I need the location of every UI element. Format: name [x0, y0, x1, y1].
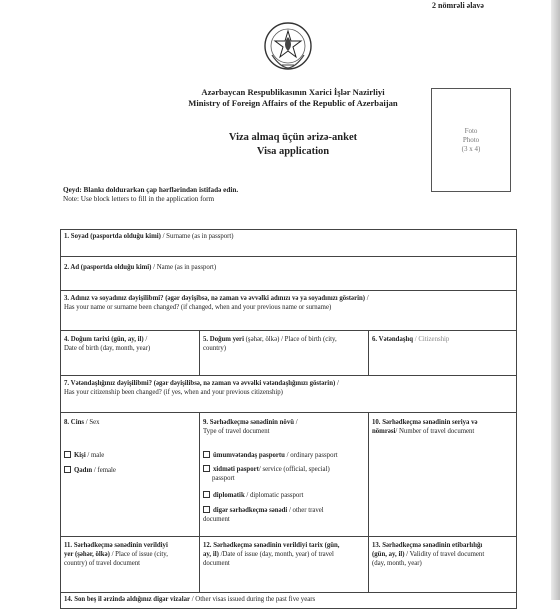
checkbox-other-document[interactable]	[203, 506, 210, 513]
form-title-en: Visa application	[256, 146, 330, 157]
photo-box[interactable]	[431, 88, 511, 192]
ministry-name-az: Azərbaycan Respublikasının Xarici İşlər Nazirliyi	[201, 87, 385, 97]
field-surname[interactable]: 1. Soyad (pasportda olduğu kimi) / Surname (as in passport)	[64, 233, 234, 240]
checkbox-diplomatic[interactable]	[203, 491, 210, 498]
checkbox-ordinary-passport[interactable]	[203, 451, 210, 458]
checkbox-service-passport[interactable]	[203, 465, 210, 472]
doc-option-other[interactable]: digər sərhədkeçmə sənədi / other travel document	[203, 507, 324, 523]
photo-placeholder: Foto Photo (3 x 4)	[461, 127, 481, 153]
field-date-of-birth[interactable]: 4. Doğum tarixi (gün, ay, il) / Date of birth (day, month, year)	[64, 336, 151, 352]
doc-option-diplomatic[interactable]: diplomatik / diplomatic passport	[203, 491, 366, 500]
field-document-validity[interactable]: 13. Sərhədkeçmə sənədinin etibarlılığı (gün, ay, il) / Validity of travel document (day, month, year)	[372, 542, 485, 567]
state-emblem-icon	[262, 19, 314, 73]
field-sex: 8. Cins / Sex	[64, 419, 100, 426]
note-en: Note: Use block letters to fill in the application form	[63, 195, 215, 203]
ministry-heading	[150, 87, 436, 109]
field-other-visas[interactable]: 14. Son beş il ərzində aldığınız digər vizalar / Other visas issued during the past five years	[64, 596, 316, 603]
field-citizenship-changed[interactable]: 7. Vətəndaşlığınız dəyişilibmi? (əgər dəyişilibsə, nə zaman və əvvəlki vətəndaşlığınızı göstərin) / Has your citizenship been changed? (if yes, when and your previous citizenship)	[64, 380, 339, 396]
page-edge-shadow	[551, 0, 560, 600]
field-place-of-birth[interactable]: 5. Doğum yeri (şəhər, ölkə) / Place of birth (city, country)	[203, 336, 337, 352]
checkbox-female[interactable]	[64, 466, 71, 473]
field-name-changed[interactable]: 3. Adınız və soyadınız dəyişilibmi? (əgər dəyişibsə, nə zaman və əvvəlki adınızı və ya soyadınızı göstərin) / Has your name or surname been changed? (if changed, when and your previous name or surname)	[64, 295, 369, 311]
field-place-of-issue[interactable]: 11. Sərhədkeçmə sənədinin verildiyi yer (şəhər, ölkə) / Place of issue (city, country) of travel document	[64, 542, 168, 567]
doc-option-ordinary-passport[interactable]: ümumvətəndaş pasportu / ordinary passport	[203, 451, 366, 460]
ministry-name-en: Ministry of Foreign Affairs of the Republic of Azerbaijan	[188, 98, 398, 108]
doc-option-service-passport[interactable]: xidməti pasport/ service (official, special) passport	[203, 465, 366, 483]
field-citizenship[interactable]: 6. Vətəndaşlıq / Citizenship	[372, 336, 450, 343]
sex-option-female[interactable]: Qadın / female	[64, 466, 116, 475]
instructions-note	[63, 186, 238, 204]
field-travel-document-type: 9. Sərhədkeçmə sənədinin növü / Type of travel document	[203, 419, 298, 435]
checkbox-male[interactable]	[64, 451, 71, 458]
appendix-label: 2 nömrəli əlavə	[432, 1, 484, 10]
field-date-of-issue[interactable]: 12. Sərhədkeçmə sənədinin verildiyi tarix (gün, ay, il) /Date of issue (day, month, year) of travel document	[203, 542, 340, 567]
form-title-az: Viza almaq üçün ərizə-anket	[228, 132, 358, 143]
sex-option-male[interactable]: Kişi / male	[64, 451, 104, 460]
form-title	[150, 131, 436, 159]
note-az: Qeyd: Blankı doldurarkən çap hərflərindən istifadə edin.	[63, 186, 239, 194]
field-name[interactable]: 2. Ad (pasportda olduğu kimi) / Name (as in passport)	[64, 264, 217, 271]
field-travel-document-number[interactable]: 10. Sərhədkeçmə sənədinin seriya və nömrəsi/ Number of travel document	[372, 419, 478, 435]
